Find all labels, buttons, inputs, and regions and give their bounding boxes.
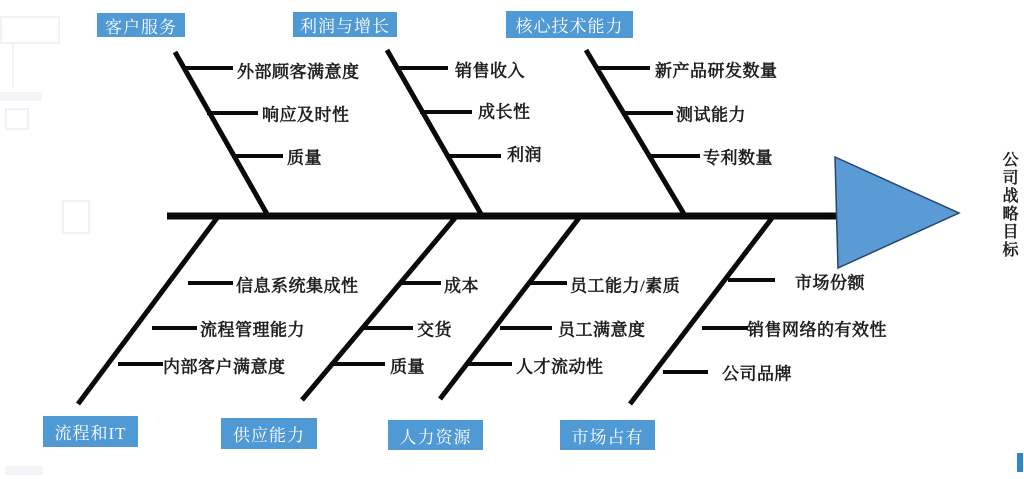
branch-label-quality-bottom: 质量 xyxy=(390,357,425,377)
branch-label-sales-revenue: 销售收入 xyxy=(455,61,525,81)
branch-label-process-management: 流程管理能力 xyxy=(200,320,305,340)
bone-supply xyxy=(302,218,455,400)
branch-label-talent-turnover: 人才流动性 xyxy=(516,357,604,377)
branch-label-internal-customer-satisfaction: 内部客户满意度 xyxy=(163,357,286,377)
branch-label-employee-capability: 员工能力/素质 xyxy=(570,276,681,296)
branch-label-market-share: 市场份额 xyxy=(795,273,865,293)
branch-label-external-customer-satisfaction: 外部顾客满意度 xyxy=(237,62,360,82)
branch-label-new-product-rd-count: 新产品研发数量 xyxy=(655,61,778,81)
branch-label-profit: 利润 xyxy=(507,145,542,165)
category-box-process-it: 流程和IT xyxy=(43,416,138,447)
branch-label-employee-satisfaction: 员工满意度 xyxy=(558,320,646,340)
category-box-core-tech: 核心技术能力 xyxy=(506,11,633,38)
branch-label-cost: 成本 xyxy=(444,276,479,296)
category-box-hr: 人力资源 xyxy=(388,420,483,450)
goal-arrow-icon xyxy=(835,157,959,268)
category-box-customer-service: 客户服务 xyxy=(97,13,185,37)
category-box-profit-growth: 利润与增长 xyxy=(293,12,397,37)
branch-label-company-brand: 公司品牌 xyxy=(722,364,792,384)
category-box-supply: 供应能力 xyxy=(221,418,317,449)
branch-label-delivery: 交货 xyxy=(417,320,452,340)
branch-label-sales-network-effectiveness: 销售网络的有效性 xyxy=(747,320,887,340)
branch-label-quality-top: 质量 xyxy=(287,148,322,168)
branch-label-growth: 成长性 xyxy=(478,102,531,122)
branch-label-response-timeliness: 响应及时性 xyxy=(262,105,350,125)
branch-label-testing-capability: 测试能力 xyxy=(676,105,746,125)
branch-label-info-system-integration: 信息系统集成性 xyxy=(236,276,359,296)
goal-label: 公司战略目标 xyxy=(1000,151,1017,259)
branch-label-patent-count: 专利数量 xyxy=(703,148,773,168)
category-box-market: 市场占有 xyxy=(560,420,655,450)
